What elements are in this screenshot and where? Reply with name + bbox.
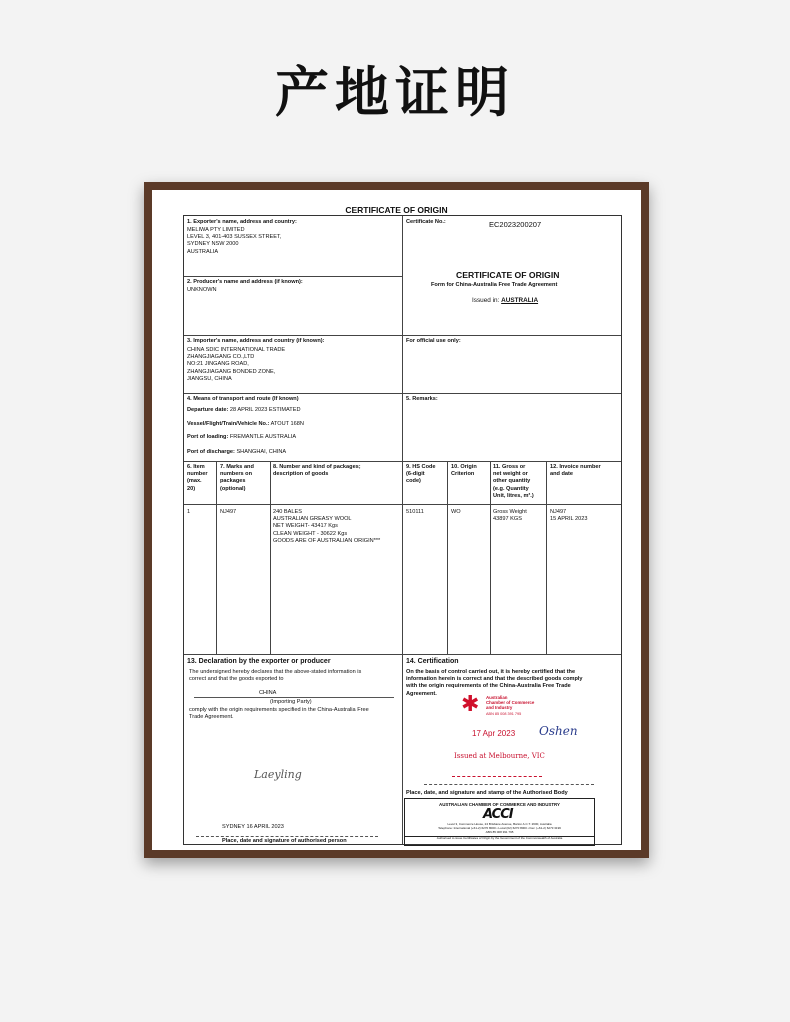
exporter-details: MELIWA PTY LIMITED LEVEL 3, 401-403 SUSSEX STREET, SYDNEY NSW 2000 AUSTRALIA: [187, 227, 282, 255]
declaration-place-date: SYDNEY 16 APRIL 2023: [222, 824, 284, 830]
stamp-line-4: Authorised to issue Certificates of Origin by the Government of the Commonwealth of Australia: [405, 836, 594, 841]
stamp-line-3: ABN 85 008 391 795: [485, 830, 514, 834]
row-marks: NJ497: [220, 509, 237, 515]
issued-at: Issued at Melbourne, VIC: [454, 752, 545, 760]
remarks-label: 5. Remarks:: [406, 396, 438, 402]
certification-title: 14. Certification: [406, 658, 459, 665]
acci-stamp: [404, 798, 595, 846]
importer-label: 3. Importer's name, address and country (if known):: [187, 338, 325, 344]
departure-label: Departure date:: [187, 407, 229, 413]
producer-label: 2. Producer's name and address (if known):: [187, 279, 303, 285]
col-header-item: 6. Item number (max. 20): [187, 464, 208, 492]
certificate-sheet: [152, 190, 641, 850]
exporter-label: 1. Exporter's name, address and country:: [187, 219, 297, 225]
row-weight: Gross Weight 43897 KGS: [493, 509, 527, 523]
chamber-abn: ABN 85 008 391 795: [486, 712, 522, 716]
stamp-title: AUSTRALIAN CHAMBER OF COMMERCE AND INDUSTRY: [439, 802, 560, 807]
discharge-label: Port of discharge:: [187, 449, 235, 455]
chamber-star-icon: ✱: [461, 691, 480, 716]
declaration-text-2: comply with the origin requirements specified in the China-Australia Free Trade Agreement.: [189, 707, 369, 721]
row-criterion: WO: [451, 509, 461, 515]
col-header-invoice: 12. Invoice number and date: [550, 464, 601, 478]
certification-text: On the basis of control carried out, it is hereby certified that the information herein is correct and that the described goods comply with the origin requirements of the China-Australia Free Trade Agreement.: [406, 669, 583, 697]
issued-in-label: Issued in:: [472, 297, 500, 304]
vessel-label: Vessel/Flight/Train/Vehicle No.:: [187, 421, 270, 427]
certification-footer: Place, date, and signature and stamp of the Authorised Body: [406, 790, 568, 796]
loading-value: FREMANTLE AUSTRALIA: [229, 434, 297, 440]
certificate-no-value: EC2023200207: [489, 220, 542, 229]
certificate-no-label: Certificate No.:: [406, 219, 446, 225]
right-heading-title: CERTIFICATE OF ORIGIN: [456, 270, 560, 280]
col-header-weight: 11. Gross or net weight or other quantity (e.g. Quantity Unit, litres, m³.): [493, 464, 534, 499]
row-goods: 240 BALES AUSTRALIAN GREASY WOOL NET WEIGHT- 43417 Kgs CLEAN WEIGHT - 30622 Kgs GOODS ARE OF AUSTRALIAN ORIGIN***: [273, 509, 381, 544]
acci-logo: ACCI: [483, 807, 513, 822]
producer-value: UNKNOWN: [187, 287, 217, 293]
declaration-title: 13. Declaration by the exporter or producer: [187, 658, 331, 665]
certificate-form: [183, 215, 622, 845]
col-header-criterion: 10. Origin Criterion: [451, 464, 477, 478]
declaration-footer: Place, date and signature of authorised person: [222, 838, 347, 844]
row-invoice: NJ497 15 APRIL 2023: [550, 509, 588, 523]
issued-in-value: AUSTRALIA: [501, 297, 539, 304]
departure-value: 28 APRIL 2023 ESTIMATED: [229, 407, 301, 413]
declaration-text: The undersigned hereby declares that the above-stated information is correct and that the goods exported to: [189, 669, 362, 683]
col-header-hs: 9. HS Code (6-digit code): [406, 464, 436, 485]
picture-frame: [144, 182, 649, 858]
importing-party-label: (Importing Party): [270, 699, 312, 705]
authority-signature: Oshen: [539, 724, 578, 738]
col-header-goods: 8. Number and kind of packages; description of goods: [273, 464, 361, 478]
stamp-line-1: Level 3, Commerce House, 24 Brisbane Avenue, Barton A.C.T. 2600, Australia: [447, 822, 552, 826]
vessel-value: ATOUT 168N: [270, 421, 304, 427]
loading-label: Port of loading:: [187, 434, 229, 440]
row-hs: 510111: [406, 509, 424, 515]
certification-date: 17 Apr 2023: [472, 729, 516, 738]
discharge-value: SHANGHAI, CHINA: [236, 449, 287, 455]
col-header-marks: 7. Marks and numbers on packages (optional): [220, 464, 254, 492]
right-heading-subtitle: Form for China-Australia Free Trade Agreement: [431, 282, 558, 288]
declaration-country: CHINA: [259, 690, 277, 696]
official-use-label: For official use only:: [406, 338, 461, 344]
row-item: 1: [187, 509, 191, 515]
page-title: 产地证明: [275, 61, 515, 124]
chamber-name: Australian Chamber of Commerce and Industry: [486, 695, 535, 710]
exporter-signature: Laeyling: [254, 768, 302, 781]
transport-label: 4. Means of transport and route (If known): [187, 396, 299, 402]
stamp-line-2: Telephone: International (+61-2) 6270 8000 • Local (02) 6270 8000 • Fax: (+61-2) 6273 3196: [438, 826, 561, 830]
importer-details: CHINA SDIC INTERNATIONAL TRADE ZHANGJIAGANG CO.,LTD NO:21 JINGANG ROAD, ZHANGJIAGANG BONDED ZONE, JIANGSU, CHINA: [187, 347, 286, 382]
certificate-heading: CERTIFICATE OF ORIGIN: [345, 205, 448, 215]
